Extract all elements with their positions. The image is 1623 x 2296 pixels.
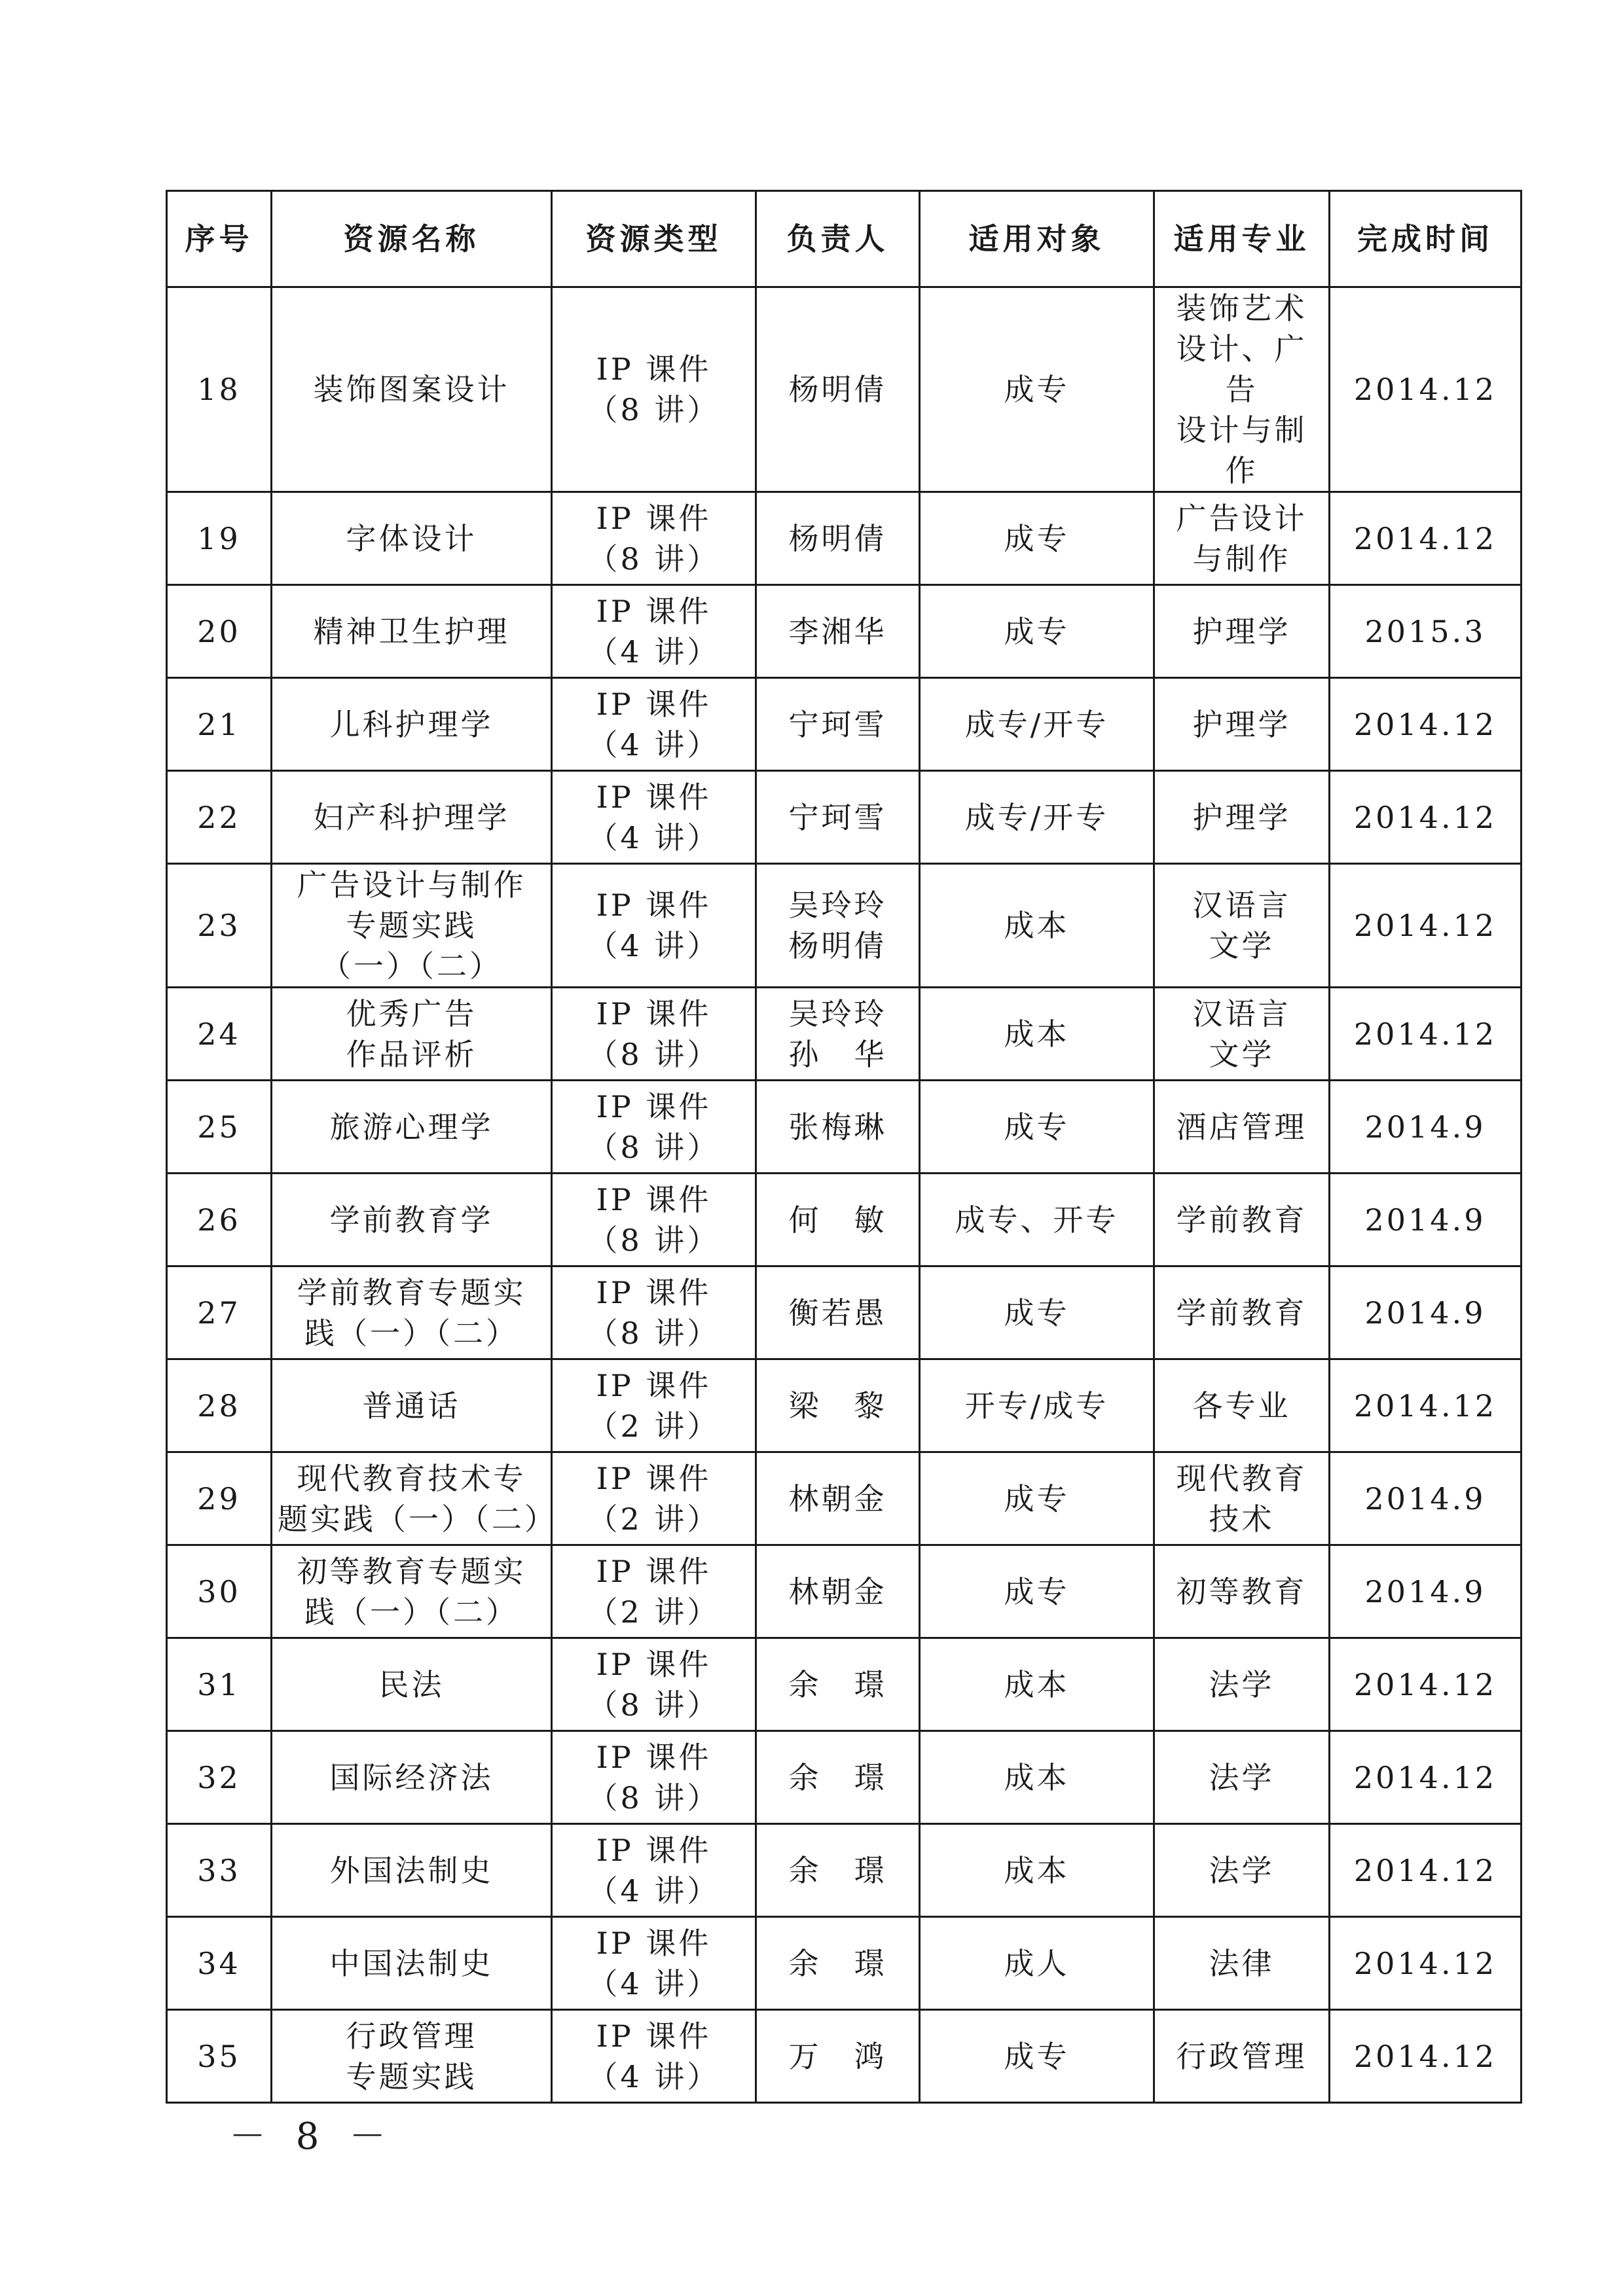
cell-major: 现代教育 技术 bbox=[1154, 1452, 1330, 1545]
table-row bbox=[167, 287, 1522, 492]
cell-date: 2014.12 bbox=[1330, 1359, 1522, 1452]
cell-no: 30 bbox=[167, 1545, 272, 1638]
cell-no: 22 bbox=[167, 771, 272, 864]
cell-no: 20 bbox=[167, 585, 272, 678]
cell-type: IP 课件 （4 讲） bbox=[552, 1917, 756, 2010]
cell-owner: 万 鸿 bbox=[756, 2010, 920, 2103]
table-row bbox=[167, 1081, 1522, 1174]
header-cell-target: 适用对象 bbox=[920, 191, 1154, 287]
cell-target: 成专 bbox=[920, 1081, 1154, 1174]
cell-type: IP 课件 （8 讲） bbox=[552, 988, 756, 1081]
cell-major: 护理学 bbox=[1154, 585, 1330, 678]
cell-no: 28 bbox=[167, 1359, 272, 1452]
cell-major: 汉语言 文学 bbox=[1154, 864, 1330, 988]
header-cell-owner: 负责人 bbox=[756, 191, 920, 287]
table-row bbox=[167, 1174, 1522, 1266]
cell-target: 成专 bbox=[920, 1266, 1154, 1359]
cell-type: IP 课件 （2 讲） bbox=[552, 1452, 756, 1545]
cell-date: 2014.12 bbox=[1330, 1917, 1522, 2010]
cell-name: 妇产科护理学 bbox=[272, 771, 552, 864]
cell-date: 2014.12 bbox=[1330, 2010, 1522, 2103]
cell-type: IP 课件 （8 讲） bbox=[552, 1081, 756, 1174]
cell-date: 2014.12 bbox=[1330, 1638, 1522, 1731]
cell-target: 成专/开专 bbox=[920, 678, 1154, 771]
cell-type: IP 课件 （2 讲） bbox=[552, 1359, 756, 1452]
header-cell-date: 完成时间 bbox=[1330, 191, 1522, 287]
header-row bbox=[167, 191, 1522, 287]
cell-date: 2014.12 bbox=[1330, 1731, 1522, 1824]
cell-target: 成专 bbox=[920, 585, 1154, 678]
cell-name: 旅游心理学 bbox=[272, 1081, 552, 1174]
cell-name: 外国法制史 bbox=[272, 1824, 552, 1917]
page-number: － 8 － bbox=[229, 2115, 395, 2158]
cell-owner: 李湘华 bbox=[756, 585, 920, 678]
cell-owner: 衡若愚 bbox=[756, 1266, 920, 1359]
cell-name: 字体设计 bbox=[272, 492, 552, 585]
cell-name: 民法 bbox=[272, 1638, 552, 1731]
cell-type: IP 课件 （4 讲） bbox=[552, 864, 756, 988]
cell-target: 成专 bbox=[920, 1545, 1154, 1638]
cell-name: 中国法制史 bbox=[272, 1917, 552, 2010]
cell-target: 成专 bbox=[920, 287, 1154, 492]
cell-no: 21 bbox=[167, 678, 272, 771]
table-row bbox=[167, 988, 1522, 1081]
cell-type: IP 课件 （8 讲） bbox=[552, 1174, 756, 1266]
cell-owner: 宁珂雪 bbox=[756, 678, 920, 771]
table-row bbox=[167, 1638, 1522, 1731]
cell-type: IP 课件 （2 讲） bbox=[552, 1545, 756, 1638]
table-row bbox=[167, 492, 1522, 585]
cell-date: 2014.9 bbox=[1330, 1545, 1522, 1638]
cell-no: 32 bbox=[167, 1731, 272, 1824]
cell-name: 儿科护理学 bbox=[272, 678, 552, 771]
table-row bbox=[167, 771, 1522, 864]
cell-no: 31 bbox=[167, 1638, 272, 1731]
cell-name: 普通话 bbox=[272, 1359, 552, 1452]
cell-major: 初等教育 bbox=[1154, 1545, 1330, 1638]
header-cell-no: 序号 bbox=[167, 191, 272, 287]
cell-name: 行政管理 专题实践 bbox=[272, 2010, 552, 2103]
header-cell-name: 资源名称 bbox=[272, 191, 552, 287]
cell-name: 国际经济法 bbox=[272, 1731, 552, 1824]
cell-date: 2014.9 bbox=[1330, 1081, 1522, 1174]
cell-target: 成专、开专 bbox=[920, 1174, 1154, 1266]
cell-target: 成专 bbox=[920, 492, 1154, 585]
cell-type: IP 课件 （8 讲） bbox=[552, 1731, 756, 1824]
cell-owner: 杨明倩 bbox=[756, 492, 920, 585]
cell-major: 法学 bbox=[1154, 1638, 1330, 1731]
table-row bbox=[167, 864, 1522, 988]
cell-owner: 张梅琳 bbox=[756, 1081, 920, 1174]
cell-target: 成本 bbox=[920, 1638, 1154, 1731]
cell-owner: 杨明倩 bbox=[756, 287, 920, 492]
cell-major: 装饰艺术 设计、广告 设计与制作 bbox=[1154, 287, 1330, 492]
cell-date: 2014.9 bbox=[1330, 1452, 1522, 1545]
table-row bbox=[167, 1731, 1522, 1824]
resource-table bbox=[166, 190, 1522, 2104]
cell-date: 2014.9 bbox=[1330, 1266, 1522, 1359]
cell-owner: 吴玲玲 杨明倩 bbox=[756, 864, 920, 988]
cell-name: 初等教育专题实 践（一）（二） bbox=[272, 1545, 552, 1638]
cell-target: 成专/开专 bbox=[920, 771, 1154, 864]
cell-major: 行政管理 bbox=[1154, 2010, 1330, 2103]
cell-type: IP 课件 （4 讲） bbox=[552, 771, 756, 864]
cell-name: 装饰图案设计 bbox=[272, 287, 552, 492]
cell-type: IP 课件 （8 讲） bbox=[552, 287, 756, 492]
table-row bbox=[167, 1917, 1522, 2010]
cell-major: 法学 bbox=[1154, 1731, 1330, 1824]
table-row bbox=[167, 1452, 1522, 1545]
cell-no: 27 bbox=[167, 1266, 272, 1359]
cell-owner: 何 敏 bbox=[756, 1174, 920, 1266]
cell-major: 法律 bbox=[1154, 1917, 1330, 2010]
table-header bbox=[167, 191, 1522, 287]
table-row bbox=[167, 1824, 1522, 1917]
cell-date: 2014.12 bbox=[1330, 988, 1522, 1081]
cell-target: 成专 bbox=[920, 2010, 1154, 2103]
table-row bbox=[167, 1545, 1522, 1638]
cell-type: IP 课件 （8 讲） bbox=[552, 1266, 756, 1359]
cell-type: IP 课件 （4 讲） bbox=[552, 2010, 756, 2103]
cell-date: 2014.12 bbox=[1330, 864, 1522, 988]
cell-date: 2014.12 bbox=[1330, 678, 1522, 771]
cell-owner: 余 璟 bbox=[756, 1824, 920, 1917]
cell-owner: 吴玲玲 孙 华 bbox=[756, 988, 920, 1081]
cell-major: 酒店管理 bbox=[1154, 1081, 1330, 1174]
cell-owner: 余 璟 bbox=[756, 1638, 920, 1731]
table-row bbox=[167, 1359, 1522, 1452]
cell-target: 成本 bbox=[920, 1731, 1154, 1824]
cell-date: 2014.12 bbox=[1330, 1824, 1522, 1917]
cell-name: 精神卫生护理 bbox=[272, 585, 552, 678]
cell-major: 护理学 bbox=[1154, 678, 1330, 771]
cell-major: 学前教育 bbox=[1154, 1174, 1330, 1266]
cell-target: 成本 bbox=[920, 988, 1154, 1081]
cell-no: 18 bbox=[167, 287, 272, 492]
cell-no: 29 bbox=[167, 1452, 272, 1545]
cell-name: 现代教育技术专 题实践（一）（二） bbox=[272, 1452, 552, 1545]
cell-owner: 林朝金 bbox=[756, 1545, 920, 1638]
cell-name: 广告设计与制作 专题实践 （一）（二） bbox=[272, 864, 552, 988]
cell-target: 成本 bbox=[920, 1824, 1154, 1917]
cell-no: 26 bbox=[167, 1174, 272, 1266]
cell-major: 汉语言 文学 bbox=[1154, 988, 1330, 1081]
cell-name: 学前教育专题实 践（一）（二） bbox=[272, 1266, 552, 1359]
cell-type: IP 课件 （4 讲） bbox=[552, 1824, 756, 1917]
cell-type: IP 课件 （4 讲） bbox=[552, 585, 756, 678]
cell-type: IP 课件 （4 讲） bbox=[552, 678, 756, 771]
cell-no: 24 bbox=[167, 988, 272, 1081]
cell-major: 广告设计 与制作 bbox=[1154, 492, 1330, 585]
cell-type: IP 课件 （8 讲） bbox=[552, 1638, 756, 1731]
header-cell-type: 资源类型 bbox=[552, 191, 756, 287]
cell-major: 护理学 bbox=[1154, 771, 1330, 864]
cell-major: 学前教育 bbox=[1154, 1266, 1330, 1359]
cell-owner: 梁 黎 bbox=[756, 1359, 920, 1452]
cell-owner: 林朝金 bbox=[756, 1452, 920, 1545]
cell-target: 成本 bbox=[920, 864, 1154, 988]
cell-owner: 宁珂雪 bbox=[756, 771, 920, 864]
cell-date: 2015.3 bbox=[1330, 585, 1522, 678]
table-row bbox=[167, 585, 1522, 678]
cell-no: 19 bbox=[167, 492, 272, 585]
cell-name: 学前教育学 bbox=[272, 1174, 552, 1266]
cell-major: 各专业 bbox=[1154, 1359, 1330, 1452]
cell-major: 法学 bbox=[1154, 1824, 1330, 1917]
header-cell-major: 适用专业 bbox=[1154, 191, 1330, 287]
cell-target: 开专/成专 bbox=[920, 1359, 1154, 1452]
cell-no: 33 bbox=[167, 1824, 272, 1917]
cell-no: 34 bbox=[167, 1917, 272, 2010]
cell-date: 2014.9 bbox=[1330, 1174, 1522, 1266]
cell-type: IP 课件 （8 讲） bbox=[552, 492, 756, 585]
table-row bbox=[167, 1266, 1522, 1359]
table-body bbox=[167, 287, 1522, 2103]
cell-target: 成专 bbox=[920, 1452, 1154, 1545]
cell-date: 2014.12 bbox=[1330, 287, 1522, 492]
cell-no: 23 bbox=[167, 864, 272, 988]
table-row bbox=[167, 678, 1522, 771]
cell-owner: 余 璟 bbox=[756, 1917, 920, 2010]
cell-no: 35 bbox=[167, 2010, 272, 2103]
cell-name: 优秀广告 作品评析 bbox=[272, 988, 552, 1081]
cell-owner: 余 璟 bbox=[756, 1731, 920, 1824]
table-row bbox=[167, 2010, 1522, 2103]
cell-no: 25 bbox=[167, 1081, 272, 1174]
cell-target: 成人 bbox=[920, 1917, 1154, 2010]
cell-date: 2014.12 bbox=[1330, 771, 1522, 864]
cell-date: 2014.12 bbox=[1330, 492, 1522, 585]
